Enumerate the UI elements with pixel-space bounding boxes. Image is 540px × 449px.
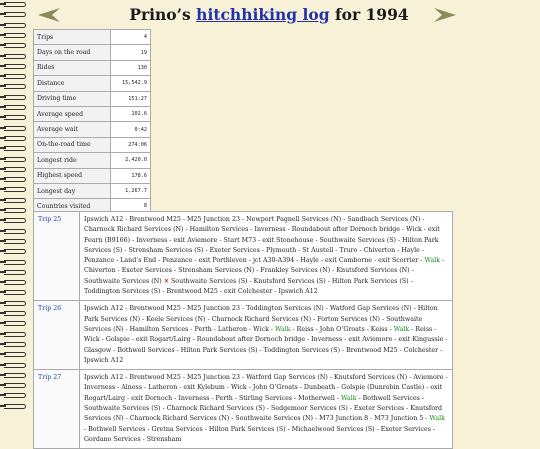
- stat-label: Average speed: [34, 106, 111, 121]
- spiral-ring: [4, 280, 26, 285]
- walk-label: Walk: [429, 415, 445, 423]
- spiral-ring: [4, 373, 26, 378]
- spiral-ring: [4, 332, 26, 337]
- route-text: - Reiss - John O’Groats - Keiss -: [290, 325, 394, 333]
- walk-label: Walk: [275, 325, 291, 333]
- spiral-ring: [4, 95, 26, 100]
- trip-route: [80, 370, 453, 449]
- route-text: - Chiverton - Exeter Services - Strensham Services (N) - Frankley Services (N) - Knutsford Services (N) - Southwaite Services (N): [84, 257, 445, 285]
- route-text: Ipswich A12 - Brentwood M25 - M25 Junction 23 - Toddington Services (N) - Watford Gap Services (N) - Hilton Park Services (N) - Keele Services (N) - Charnock Richard Services (N) - Forton Services (N) - Southwaite Services (N) - Hamilton Services - Perth - Latheron - Wick -: [84, 305, 438, 333]
- stat-value: 102.6: [110, 106, 150, 121]
- spiral-ring: [4, 146, 26, 151]
- spiral-ring: [4, 342, 26, 347]
- title-prefix: Prino’s: [129, 5, 197, 24]
- spiral-ring: [4, 167, 26, 172]
- spiral-ring: [4, 105, 26, 110]
- stat-label: Rides: [34, 60, 111, 75]
- spiral-ring: [4, 115, 26, 120]
- stats-row: [34, 30, 151, 45]
- stat-value: 8: [110, 199, 150, 214]
- spiral-ring: [4, 239, 26, 244]
- spiral-ring: [4, 321, 26, 326]
- route-text: - Bothwell Services - Southwaite Services (S) - Charnock Richard Services (S) - Sedgemoor Services (S) - Exeter Services - Knutsford Services (N) - Charnock Richard Services (N) - Southwaite Services (N) - M73 Junction 8 - M73 Junction 5 -: [84, 394, 443, 423]
- spiral-ring: [4, 84, 26, 89]
- stat-label: Distance: [34, 76, 111, 91]
- stats-row: [34, 168, 151, 183]
- trip-row: [34, 301, 453, 370]
- spiral-ring: [4, 54, 26, 59]
- stat-value: 19: [110, 45, 150, 60]
- stat-value: 151:27: [110, 91, 150, 106]
- stat-value: 4: [110, 30, 150, 45]
- spiral-ring: [4, 229, 26, 234]
- hitchhiking-log-link[interactable]: hitchhiking log: [196, 5, 330, 24]
- walk-label: Walk: [341, 394, 357, 402]
- spiral-ring: [4, 311, 26, 316]
- spiral-ring: [4, 23, 26, 28]
- stat-value: 2,420.0: [110, 153, 150, 168]
- stats-row: [34, 183, 151, 198]
- stats-table: [33, 29, 151, 215]
- stats-row: [34, 122, 151, 137]
- stats-row: [34, 137, 151, 152]
- spiral-ring: [4, 249, 26, 254]
- stat-label: Trips: [34, 30, 111, 45]
- spiral-ring: [4, 177, 26, 182]
- stats-row: [34, 60, 151, 75]
- stat-label: Average wait: [34, 122, 111, 137]
- route-text: - Bothwell Services - Gretna Services - Hilton Park Services (S) - Michaelwood Services (S) - Exeter Services - Gordano Services - Strensham: [84, 425, 436, 443]
- spiral-ring: [4, 270, 26, 275]
- walk-label: Walk: [424, 257, 441, 265]
- spiral-ring: [4, 383, 26, 388]
- stat-label: Longest ride: [34, 153, 111, 168]
- stat-value: 1,267.7: [110, 183, 150, 198]
- spiral-ring: [4, 74, 26, 79]
- stat-value: 15,542.9: [110, 76, 150, 91]
- trip-link[interactable]: Trip 25: [34, 212, 80, 301]
- walk-label: Walk: [393, 325, 410, 333]
- spiral-ring: [4, 187, 26, 192]
- trips-table: [33, 211, 453, 449]
- spiral-ring: [4, 301, 26, 306]
- stat-value: 0:42: [110, 122, 150, 137]
- trip-route: [80, 301, 453, 370]
- stat-label: Driving time: [34, 91, 111, 106]
- spiral-ring: [4, 208, 26, 213]
- stat-label: On-the-road time: [34, 137, 111, 152]
- trip-row: [34, 212, 453, 301]
- page-title: [34, 5, 540, 24]
- stats-row: [34, 153, 151, 168]
- stat-value: 130: [110, 60, 150, 75]
- spiral-ring: [4, 404, 26, 409]
- arrow-right-icon[interactable]: [434, 8, 456, 22]
- route-text: Ipswich A12 - Brentwood M25 - M25 Junction 23 - Watford Gap Services (N) - Knutsford Services (N) - Aviemore - Inverness - Alness - Latheron - exit Kylebum - Wick - John O’Groats - Dunbeath - Golspie (Dunrobin Castle) - exit Rogart/Lairg - exit Dornoch - Inverness - Perth - Stirling Services - Motherwell -: [84, 374, 448, 402]
- stat-value: 274:06: [110, 137, 150, 152]
- spiral-ring: [4, 2, 26, 7]
- trip-link[interactable]: Trip 26: [34, 301, 80, 370]
- spiral-ring: [4, 290, 26, 295]
- page-header: [34, 2, 540, 28]
- stat-value: 178.6: [110, 168, 150, 183]
- stats-row: [34, 91, 151, 106]
- stats-row: [34, 106, 151, 121]
- spiral-ring: [4, 12, 26, 17]
- route-text: - Reiss - Wick - Golspie - exit Rogart/Lairg - Roundabout after Dornoch bridge - Inverness - exit Aviemore - exit Kingussie - Glasgow - Bothwell Services - Hilton Park Services (S) - Toddington Services (S) - Brentwood M25 - Colchester - Ipswich A12: [84, 325, 448, 364]
- spiral-ring: [4, 126, 26, 131]
- spiral-ring: [4, 157, 26, 162]
- trip-row: [34, 370, 453, 449]
- stat-label: Longest day: [34, 183, 111, 198]
- route-text: Southwaite Services (S) - Knutsford Services (S) - Hilton Park Services (S) - Toddington Services (S) - Brentwood M25 - exit Colchester - Ipswich A12: [84, 277, 413, 296]
- spiral-ring: [4, 260, 26, 265]
- title-suffix: for 1994: [329, 5, 409, 24]
- spiral-ring: [4, 363, 26, 368]
- spiral-ring: [4, 43, 26, 48]
- stat-label: Highest speed: [34, 168, 111, 183]
- spiral-binding: [0, 0, 30, 405]
- spiral-ring: [4, 198, 26, 203]
- trip-route: [80, 212, 453, 301]
- border-cross-icon: ✕: [163, 277, 169, 285]
- route-text: Ipswich A12 - Brentwood M25 - M25 Junction 23 - Newport Pagnell Services (N) - Sandbach Services (N) - Charnock Richard Services (N) - Hamilton Services - Inverness - Roundabout after Dornoch bridge - Wick - exit Fearn (B9166) - Inverness - exit Aviemore - Start M73 - exit Stonehouse - Southwaite Services (S) - Hilton Park Services (S) - Strensham Services (S) - Exeter Services - Plymouth - St Austell - Truro - Chiverton - Hayle - Penzance - Land’s End - Penzance - exit Porthleven - jct A30-A394 - Hayle - exit Camborne - exit Scorrier -: [84, 216, 440, 265]
- stats-row: [34, 45, 151, 60]
- trip-link[interactable]: Trip 27: [34, 370, 80, 449]
- spiral-ring: [4, 218, 26, 223]
- spiral-ring: [4, 136, 26, 141]
- spiral-ring: [4, 64, 26, 69]
- spiral-ring: [4, 33, 26, 38]
- spiral-ring: [4, 393, 26, 398]
- stats-row: [34, 76, 151, 91]
- stat-label: Days on the road: [34, 45, 111, 60]
- stat-label: Countries visited: [34, 199, 111, 214]
- spiral-ring: [4, 352, 26, 357]
